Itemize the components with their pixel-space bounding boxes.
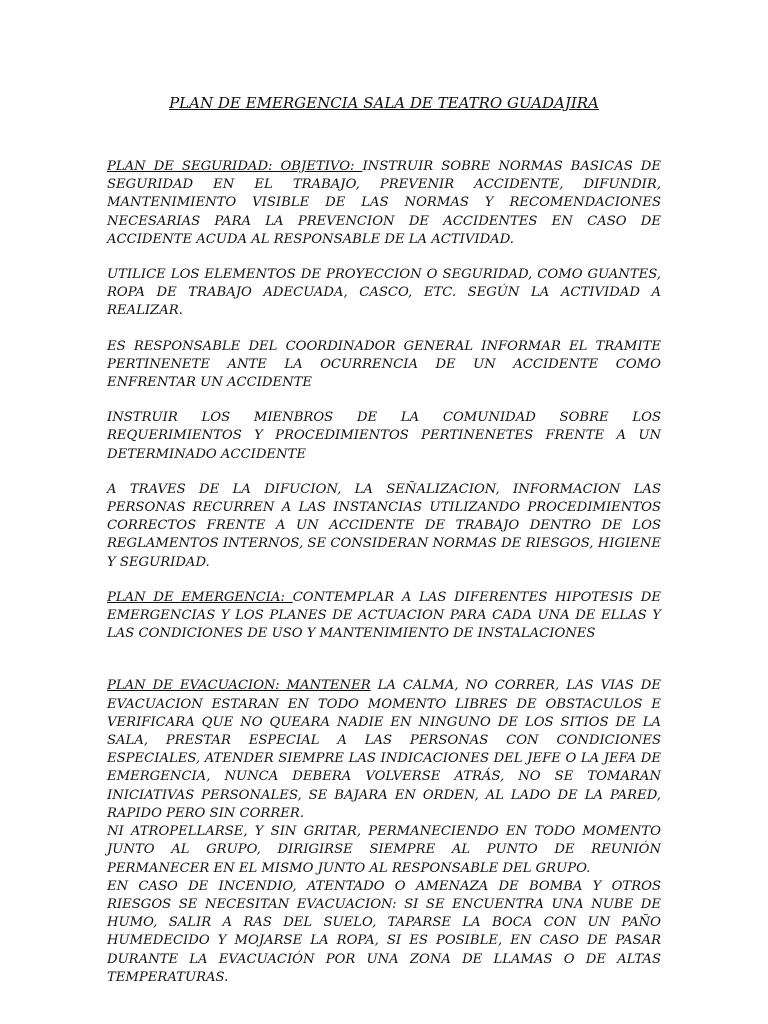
document-body [107, 158, 661, 987]
plan-evacuacion-heading: PLAN DE EVACUACION: MANTENER [107, 678, 371, 694]
paragraph-elementos-seguridad: UTILICE LOS ELEMENTOS DE PROYECCION O SEGURIDAD, COMO GUANTES, ROPA DE TRABAJO ADECUADA, CASCO, ETC. SEGÚN LA ACTIVIDAD A REALIZAR. [107, 267, 661, 319]
paragraph-plan-evacuacion [107, 677, 661, 823]
paragraph-incendio: EN CASO DE INCENDIO, ATENTADO O AMENAZA DE BOMBA Y OTROS RIESGOS SE NECESITAN EVACUACION: SI SE ENCUENTRA UNA NUBE DE HUMO, SALIR A RAS DEL SUELO, TAPARSE LA BOCA CON UN PAÑO HUMEDECIDO Y MOJARSE LA ROPA, SI ES POSIBLE, EN CASO DE PASAR DURANTE LA EVACUACIÓN POR UNA ZONA DE LLAMAS O DE ALTAS TEMPERATURAS. [107, 878, 661, 985]
plan-seguridad-text: INSTRUIR SOBRE NORMAS BASICAS DE SEGURIDAD EN EL TRABAJO, PREVENIR ACCIDENTE, DIFUNDIR, MANTENIMIENTO VISIBLE DE LAS NORMAS Y RECOMENDACIONES NECESARIAS PARA LA PREVENCION DE ACCIDENTES EN CASO DE ACCIDENTE ACUDA AL RESPONSABLE DE LA ACTIVIDAD. [107, 159, 661, 247]
plan-emergencia-text: CONTEMPLAR A LAS DIFERENTES HIPOTESIS DE EMERGENCIAS Y LOS PLANES DE ACTUACION PARA CADA UNA DE ELLAS Y LAS CONDICIONES DE USO Y MANTENIMIENTO DE INSTALACIONES [107, 589, 661, 642]
paragraph-instruir: INSTRUIR LOS MIENBROS DE LA COMUNIDAD SOBRE LOS REQUERIMIENTOS Y PROCEDIMIENTOS PERTINENETES FRENTE A UN DETERMINADO ACCIDENTE [107, 410, 661, 462]
paragraph-plan-seguridad [107, 158, 661, 249]
paragraph-coordinador: ES RESPONSABLE DEL COORDINADOR GENERAL INFORMAR EL TRAMITE PERTINENETE ANTE LA OCURRENCIA DE UN ACCIDENTE COMO ENFRENTAR UN ACCIDENTE [107, 338, 661, 391]
paragraph-atropellarse: NI ATROPELLARSE, Y SIN GRITAR, PERMANECIENDO EN TODO MOMENTO JUNTO AL GRUPO, DIRIGIRSE SIEMPRE AL PUNTO DE REUNIÓN PERMANECER EN EL MISMO JUNTO AL RESPONSABLE DEL GRUPO. [107, 824, 661, 876]
plan-emergencia-heading: PLAN DE EMERGENCIA: [107, 589, 293, 605]
paragraph-difucion: A TRAVES DE LA DIFUCION, LA SEÑALIZACION, INFORMACION LAS PERSONAS RECURREN A LAS INSTANCIAS UTILIZANDO PROCEDIMIENTOS CORRECTOS FRENTE A UN ACCIDENTE DE TRABAJO DENTRO DE LOS REGLAMENTOS INTERNOS, SE CONSIDERAN NORMAS DE RIESGOS, HIGIENE Y SEGURIDAD. [107, 481, 661, 570]
objetivo-label: OBJETIVO: [280, 159, 363, 174]
document-title: PLAN DE EMERGENCIA SALA DE TEATRO GUADAJIRA [169, 94, 599, 112]
paragraph-plan-emergencia [107, 589, 661, 644]
plan-evacuacion-text: LA CALMA, NO CORRER, LAS VIAS DE EVACUACION ESTARAN EN TODO MOMENTO LIBRES DE OBSTACULOS E VERIFICARA QUE NO QUEARA NADIE EN NINGUNO DE LOS SITIOS DE LA SALA, PRESTAR ESPECIAL A LAS PERSONAS CON CONDICIONES ESPECIALES, ATENDER SIEMPRE LAS INDICACIONES DEL JEFE O LA JEFA DE EMERGENCIA, NUNCA DEBERA VOLVERSE ATRÁS, NO SE TOMARAN INICIATIVAS PERSONALES, SE BAJARA EN ORDEN, AL LADO DE LA PARED, RAPIDO PERO SIN CORRER. [107, 678, 661, 821]
plan-seguridad-heading: PLAN DE SEGURIDAD: [107, 159, 281, 174]
